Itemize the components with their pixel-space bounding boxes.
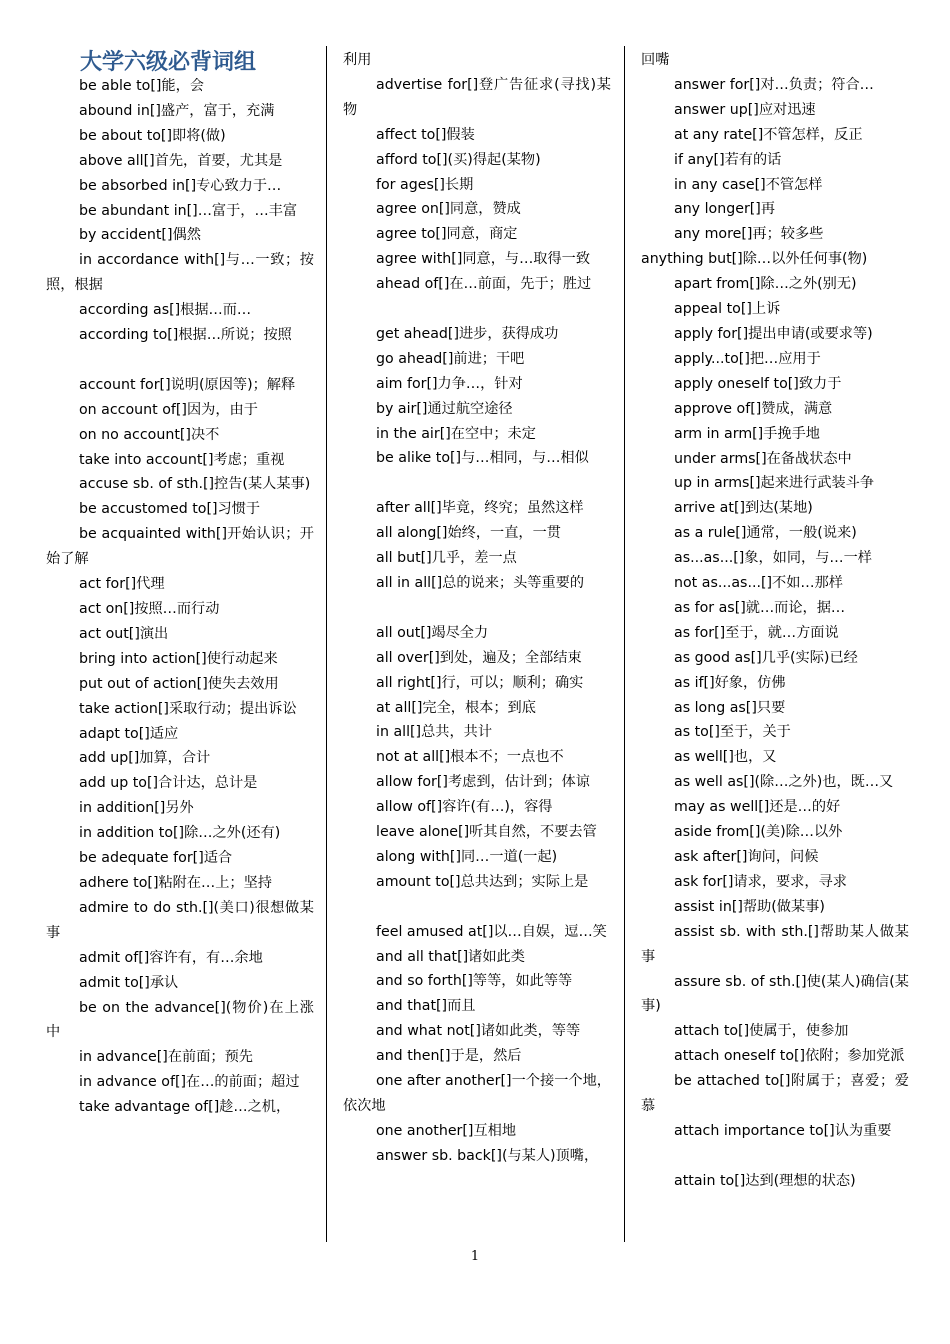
phrase-entry: by accident[]偶然 <box>79 227 201 244</box>
page-number: 1 <box>470 1249 480 1264</box>
phrase-entry: allow for[]考虑到，估计到；体谅 <box>376 774 590 791</box>
phrase-entry: answer up[]应对迅速 <box>674 101 816 118</box>
phrase-entry: 利用 <box>343 52 372 68</box>
phrase-entry: take advantage of[]趁…之机， <box>79 1099 291 1116</box>
phrase-entry: as to[]至于，关于 <box>674 724 791 741</box>
phrase-entry: after all[]毕竟，终究；虽然这样 <box>376 500 584 517</box>
phrase-entry: admire to do sth.[](美口)很想做某事 <box>46 899 314 941</box>
phrase-entry: as for[]至于，就…方面说 <box>674 624 839 641</box>
phrase-entry: all out[]竭尽全力 <box>376 624 489 641</box>
phrase-entry: under arms[]在备战状态中 <box>674 450 852 467</box>
phrase-entry: as a rule[]通常，一般(说来) <box>674 525 857 542</box>
phrase-entry: assist sb. with sth.[]帮助某人做某事 <box>641 923 909 965</box>
phrase-entry: add up[]加算，合计 <box>79 750 211 767</box>
phrase-entry: take into account[]考虑；重视 <box>79 451 285 468</box>
phrase-entry: be absorbed in[]专心致力于… <box>79 177 282 194</box>
phrase-entry: by air[]通过航空途径 <box>376 400 513 417</box>
phrase-entry: and that[]而且 <box>376 998 476 1015</box>
phrase-entry: affect to[]假装 <box>376 126 475 143</box>
phrase-entry: allow of[]容许(有…)，容得 <box>376 799 553 816</box>
phrase-entry: as long as[]只要 <box>674 699 786 716</box>
phrase-entry: bring into action[]使行动起来 <box>79 650 278 667</box>
phrase-entry: in any case[]不管怎样 <box>674 176 823 193</box>
column-divider <box>326 46 327 1242</box>
phrase-entry: all right[]行，可以；顺利；确实 <box>376 674 584 691</box>
column-2 <box>343 48 611 1169</box>
phrase-entry: in advance[]在前面；预先 <box>79 1049 253 1066</box>
phrase-entry: add up to[]合计达，总计是 <box>79 775 258 792</box>
phrase-list <box>46 74 314 1120</box>
phrase-entry: be acquainted with[]开始认识；开始了解 <box>46 526 314 568</box>
phrase-entry: according as[]根据…而… <box>79 302 252 319</box>
phrase-entry: in the air[]在空中；未定 <box>376 425 536 442</box>
phrase-entry: apart from[]除…之外(别无) <box>674 276 857 293</box>
phrase-entry: apply...to[]把…应用于 <box>674 350 821 367</box>
phrase-entry: attach importance to[]认为重要 <box>674 1122 892 1139</box>
phrase-entry: ask after[]询问，问候 <box>674 849 819 865</box>
phrase-entry: not at all[]根本不；一点也不 <box>376 749 564 766</box>
phrase-entry: and so forth[]等等，如此等等 <box>376 973 573 990</box>
page-title: 大学六级必背词组 <box>80 49 257 75</box>
phrase-entry: attach to[]使属于，使参加 <box>674 1023 849 1040</box>
phrase-entry: apply oneself to[]致力于 <box>674 375 842 392</box>
phrase-entry: act out[]演出 <box>79 625 169 642</box>
column-3 <box>641 48 909 1194</box>
phrase-entry: and all that[]诸如此类 <box>376 948 525 965</box>
phrase-entry: be about to[]即将(做) <box>79 127 226 144</box>
column-1 <box>46 48 314 1120</box>
phrase-entry: according to[]根据…所说；按照 <box>79 327 292 344</box>
phrase-entry: as good as[]几乎(实际)已经 <box>674 649 858 666</box>
phrase-entry: arm in arm[]手挽手地 <box>674 425 820 442</box>
phrase-entry: along with[]同…一道(一起) <box>376 848 558 865</box>
phrase-entry: one after another[]一个接一个地，依次地 <box>343 1073 611 1114</box>
phrase-entry: account for[]说明(原因等)；解释 <box>79 376 296 393</box>
phrase-entry: in addition to[]除…之外(还有) <box>79 825 281 842</box>
phrase-entry: ask for[]请求，要求，寻求 <box>674 873 847 890</box>
phrase-entry: leave alone[]听其自然，不要去管 <box>376 824 597 841</box>
phrase-entry: 回嘴 <box>641 52 670 68</box>
phrase-entry: all but[]几乎，差一点 <box>376 550 517 567</box>
phrase-entry: afford to[](买)得起(某物) <box>376 151 541 168</box>
phrase-entry: all in all[]总的说来；头等重要的 <box>376 575 585 591</box>
phrase-entry: ahead of[]在…前面，先于；胜过 <box>376 276 592 293</box>
phrase-entry: aside from[](美)除…以外 <box>674 824 843 841</box>
phrase-entry: answer sb. back[](与某人)顶嘴， <box>376 1147 599 1164</box>
phrase-entry: admit to[]承认 <box>79 974 179 991</box>
phrase-entry: abound in[]盛产，富于，充满 <box>79 102 275 119</box>
phrase-entry: answer for[]对…负责；符合… <box>674 76 874 93</box>
phrase-entry: be abundant in[]…富于，…丰富 <box>79 202 298 219</box>
phrase-entry: act on[]按照…而行动 <box>79 601 220 618</box>
phrase-entry: one another[]互相地 <box>376 1122 517 1139</box>
phrase-entry: advertise for[]登广告征求(寻找)某物 <box>343 76 611 118</box>
phrase-entry: get ahead[]进步，获得成功 <box>376 325 559 342</box>
phrase-entry: as...as...[]象，如同，与…一样 <box>674 550 872 567</box>
phrase-entry: as well as[](除…之外)也，既…又 <box>674 774 894 791</box>
phrase-entry: assist in[]帮助(做某事) <box>674 898 825 915</box>
phrase-entry: attain to[]达到(理想的状态) <box>674 1172 856 1189</box>
phrase-entry: in advance of[]在…的前面；超过 <box>79 1074 300 1091</box>
phrase-entry: assure sb. of sth.[]使(某人)确信(某事) <box>641 973 909 1015</box>
phrase-entry: and then[]于是，然后 <box>376 1048 522 1065</box>
phrase-entry: as if[]好象，仿佛 <box>674 674 786 691</box>
phrase-entry: be accustomed to[]习惯于 <box>79 501 261 518</box>
phrase-entry: in accordance with[]与…一致；按照，根据 <box>46 252 314 294</box>
phrase-entry: any more[]再；较多些 <box>674 226 824 243</box>
phrase-entry: in addition[]另外 <box>79 800 194 817</box>
phrase-entry: adapt to[]适应 <box>79 725 179 742</box>
phrase-list <box>343 48 611 1169</box>
phrase-entry: arrive at[]到达(某地) <box>674 500 813 517</box>
phrase-entry: agree to[]同意，商定 <box>376 226 518 243</box>
phrase-entry: above all[]首先，首要，尤其是 <box>79 152 283 169</box>
phrase-entry: agree with[]同意，与…取得一致 <box>376 251 591 268</box>
phrase-entry: put out of action[]使失去效用 <box>79 675 279 692</box>
phrase-entry: take action[]采取行动；提出诉讼 <box>79 700 297 717</box>
phrase-entry: may as well[]还是…的好 <box>674 799 841 816</box>
phrase-entry: not as...as...[]不如…那样 <box>674 575 843 592</box>
phrase-entry: agree on[]同意，赞成 <box>376 201 521 218</box>
phrase-entry: for ages[]长期 <box>376 176 474 193</box>
phrase-entry: feel amused at[]以…自娱，逗…笑 <box>376 923 607 940</box>
phrase-list <box>641 48 909 1194</box>
phrase-entry: be attached to[]附属于；喜爱；爱慕 <box>641 1073 909 1115</box>
phrase-entry: be adequate for[]适合 <box>79 850 233 867</box>
phrase-entry: all along[]始终，一直，一贯 <box>376 525 561 542</box>
phrase-entry: on account of[]因为，由于 <box>79 401 258 418</box>
phrase-entry: all over[]到处，遍及；全部结束 <box>376 649 582 666</box>
phrase-entry: admit of[]容许有，有…余地 <box>79 949 263 966</box>
phrase-entry: anything but[]除…以外任何事(物) <box>641 251 868 268</box>
phrase-entry: apply for[]提出申请(或要求等) <box>674 325 873 342</box>
phrase-entry: at any rate[]不管怎样，反正 <box>674 126 863 143</box>
phrase-entry: adhere to[]粘附在…上；坚持 <box>79 874 272 891</box>
phrase-entry: attach oneself to[]依附；参加党派 <box>674 1048 905 1065</box>
phrase-entry: any longer[]再 <box>674 201 776 218</box>
phrase-entry: in all[]总共，共计 <box>376 724 493 741</box>
phrase-entry: and what not[]诸如此类，等等 <box>376 1023 581 1040</box>
phrase-entry: as for as[]就…而论，据… <box>674 599 846 616</box>
phrase-entry: amount to[]总共达到；实际上是 <box>376 873 589 890</box>
phrase-entry: approve of[]赞成，满意 <box>674 400 833 417</box>
phrase-entry: be able to[]能，会 <box>79 78 204 94</box>
phrase-entry: up in arms[]起来进行武装斗争 <box>674 475 875 492</box>
phrase-entry: be on the advance[](物价)在上涨中 <box>46 999 314 1041</box>
phrase-entry: go ahead[]前进；干吧 <box>376 350 525 367</box>
phrase-entry: be alike to[]与…相同，与…相似 <box>376 450 589 467</box>
phrase-entry: act for[]代理 <box>79 576 165 593</box>
phrase-entry: if any[]若有的话 <box>674 151 782 168</box>
phrase-entry: accuse sb. of sth.[]控告(某人某事) <box>79 476 311 493</box>
phrase-entry: aim for[]力争…，针对 <box>376 375 523 392</box>
column-divider <box>624 46 625 1242</box>
phrase-entry: appeal to[]上诉 <box>674 301 781 318</box>
phrase-entry: at all[]完全，根本；到底 <box>376 699 536 716</box>
phrase-entry: on no account[]决不 <box>79 426 220 443</box>
phrase-entry: as well[]也，又 <box>674 749 777 766</box>
